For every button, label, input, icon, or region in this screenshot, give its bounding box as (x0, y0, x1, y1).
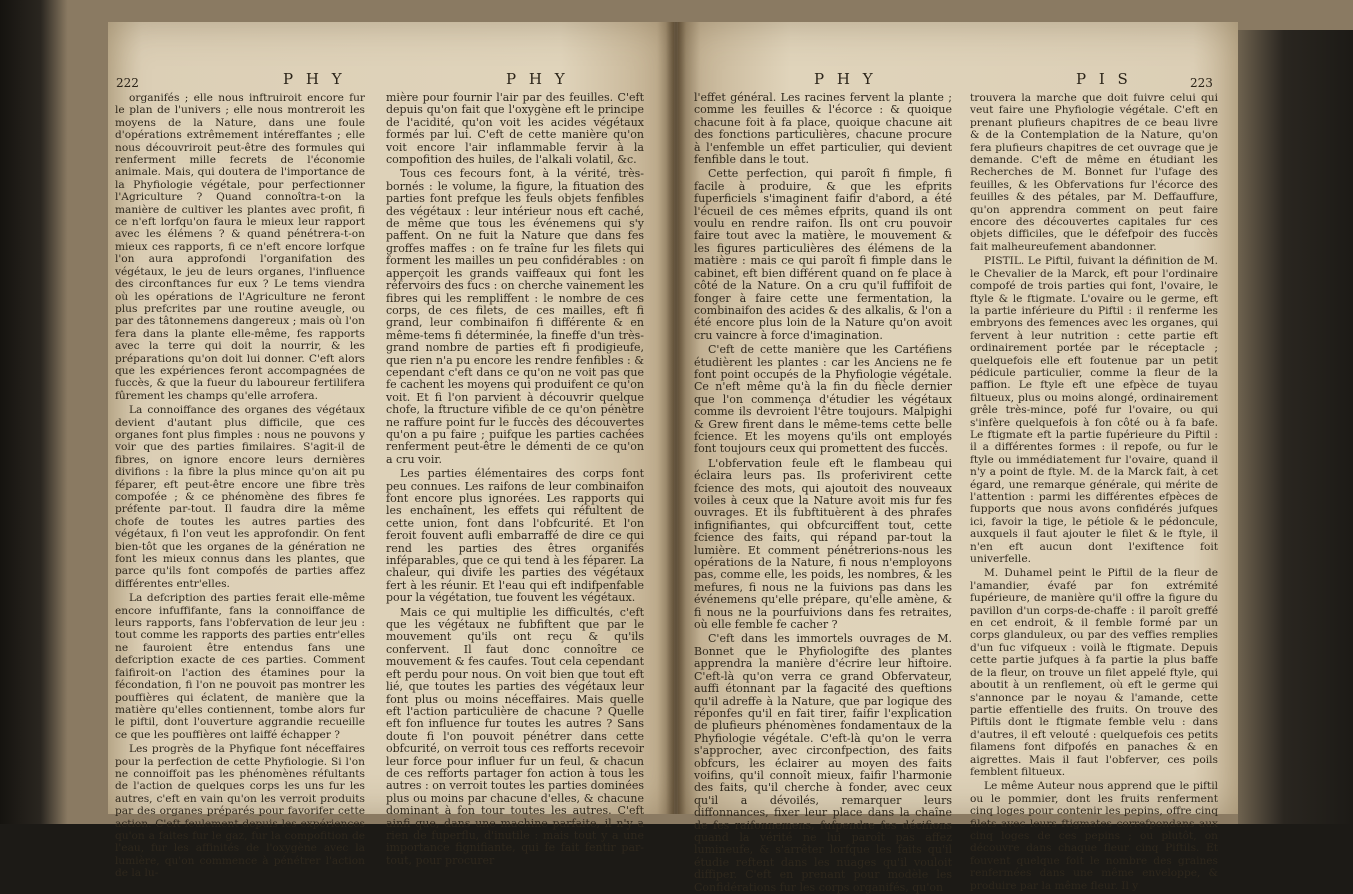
paragraph: trouvera la marche que doit fuivre celui qui veut faire une Phyfiologie végétale. C'eft en prenant plufieurs chapitres de ce beau livre & de la Contemplation de la Nature, qu'on fera plufieurs chapitres de cet ouvrage que je demande. C'eft de même en étudiant les Recherches de M. Bonnet fur l'ufage des feuilles, & les Obfervations fur l'écorce des feuilles & des pétales, par M. Deffauffure, qu'on apprendra comment on peut faire encore des découvertes capitales fur ces objets difficiles, que le défefpoir des fuccès fait malheureufement abandonner. (970, 92, 1218, 253)
paragraph: PISTIL. Le Piftil, fuivant la définition de M. le Chevalier de la Marck, eft pour l'ordinaire compofé de trois parties qui font, l'ovaire, le ftyle & le ftigmate. L'ovaire ou le germe, eft la partie inférieure du Piftil : il renferme les embryons des femences avec les organes, qui fervent à leur nutrition : cette partie eft ordinairement portée par le réceptacle ; quelquefois elle eft foutenue par un petit pédicule particulier, comme la fleur de la paffion. Le ftyle eft une efpèce de tuyau filtueux, plus ou moins alongé, ordinairement grêle très-mince, pofé fur l'ovaire, ou qui s'infère quelquefois à fon côté ou à fa bafe. Le ftigmate eft la partie fupérieure du Piftil : il a différentes formes : il repofe, ou fur le ftyle ou immédiatement fur l'ovaire, quand il n'y a point de ftyle. M. de la Marck fait, à cet égard, une remarque générale, qui mérite de l'attention : parmi les différentes efpèces de fupports que nous avons confidérés jufques ici, favoir la tige, le pétiole & le pédoncule, auxquels il faut ajouter le filet & le ftyle, il n'en eft aucun dont l'exiftence foit univerfelle. (970, 255, 1218, 566)
paragraph: Cette perfection, qui paroît fi fimple, fi facile à produire, & que les efprits fuperficiels s'imaginent faifir d'abord, a été l'écueil de ces mêmes efprits, quand ils ont voulu en rendre raifon. Ils ont cru pouvoir faire tout avec la matière, le mouvement & les figures particulières des élémens de la matière : mais ce qui paroît fi fimple dans le cabinet, eft bien différent quand on fe place à côté de la Nature. On a cru qu'il fuffifoit de fonger à faire cette une fermentation, la combinaifon des acides & des alkalis, & l'on a été encore plus loin de la Nature qu'on avoit cru vaincre à force d'imagination. (694, 167, 952, 342)
text-column-1 (115, 92, 365, 880)
page-number-right: 223 (1190, 76, 1213, 90)
paragraph: L'obfervation feule eft le flambeau qui éclaira leurs pas. Ils proferivirent cette fcience des mots, qui ajoutoit des nouveaux voiles à ceux que la Nature avoit mis fur fes ouvrages. Et ils fubftituèrent à des phrafes infignifiantes, qui obfcurciffent tout, cette fcience des faits, qui répand par-tout la lumière. Et comment pénétrerions-nous les opérations de la Nature, fi nous n'employons pas, comme elle, les poids, les nombres, & les mefures, fi nous ne la fuivions pas dans les événemens qu'elle prépare, qu'elle amène, & fi nous ne la pourfuivions dans fes retraites, où elle femble fe cacher ? (694, 456, 952, 632)
text-column-2 (386, 91, 644, 867)
running-head-left-2: P H Y (506, 70, 569, 88)
book-gutter (666, 22, 686, 814)
running-head-left-1: P H Y (283, 70, 346, 88)
paragraph: Tous ces fecours font, à la vérité, très-bornés : le volume, la figure, la fituation des parties font prefque les feuls objets fenfibles des végétaux : leur intérieur nous eft caché, de même que tous les événemens qui s'y paffent. On ne fuit la Nature que dans fes groffes maffes : on fe traîne fur les filets qui forment les mailles un peu confidérables : on apperçoit les grands vaiffeaux qui font les réfervoirs des fucs : on cherche vainement les fibres qui les rempliffent : le nombre de ces corps, de ces filets, de ces mailles, eft fi grand, leur combinaifon fi différente & en même-tems fi déterminée, la fineffe d'un très-grand nombre de parties eft fi prodigieufe, que rien n'a pu encore les rendre fenfibles : & cependant c'eft dans ce qu'on ne voit pas que fe cachent les moyens qui produifent ce qu'on voit. Et fi l'on parvient à découvrir quelque chofe, la ftructure vifible de ce qu'on pénètre ne raffure point fur le fuccès des découvertes qu'on a pu faire ; puifque les parties cachées renferment peut-être le démenti de ce qu'on a cru voir. (386, 167, 644, 466)
page-number-left: 222 (116, 76, 139, 90)
paragraph: Les progrès de la Phyfique font néceffaires pour la perfection de cette Phyfiologie. Si l'on ne connoiffoit pas les phénomènes réfultants de l'action de quelques corps les uns fur les autres, c'eft en vain qu'on les verroit produits par des organes préparés pour favorifer cette action. C'eft feulement depuis les expériences qu'on a faites fur le gaz, fur la compofition de l'eau, fur les affinités de l'oxygène avec la lumière, qu'on commence à pénétrer l'action de la lu- (115, 743, 365, 880)
text-column-3 (694, 91, 952, 894)
paragraph: Les parties élémentaires des corps font peu connues. Les raifons de leur combinaifon font encore plus ignorées. Les rapports qui les enchaînent, les effets qui réfultent de cette union, font dans l'obfcurité. Et l'on feroit fouvent aufli embarraffé de dire ce qui rend les parties des êtres organifés inféparables, que ce qui tend à les féparer. La chaleur, qui divife les parties des végétaux fert à les réunir. Et l'eau qui eft indifpenfable pour la végétation, tue fouvent les végétaux. (386, 467, 644, 605)
paragraph: Le même Auteur nous apprend que le piftil ou le pommier, dont les fruits renferment cinq loges pour contenir les pepins, offre cinq filets avec leurs ftigmates correfpondans aux cinq loges de ces pepins ; ou plutôt, on découvre dans chaque fleur cinq Piftils. Et fouvent quelque foit le nombre des graines renfermées dans une même enveloppe, & produire par la même fleur. Il y (970, 780, 1218, 892)
paragraph: mière pour fournir l'air par des feuilles. C'eft depuis qu'on fait que l'oxygène eft le principe de l'acidité, qu'on voit les acides végétaux formés par lui. C'eft de cette manière qu'on voit encore l'air inflammable fervir à la compofition des huiles, de l'alkali volatil, &c. (386, 91, 644, 167)
paragraph: Mais ce qui multiplie les difficultés, c'eft que les végétaux ne fubfiftent que par le mouvement qu'ils ont reçu & qu'ils confervent. Il faut donc connoître ce mouvement & fes caufes. Tout cela cependant eft perdu pour nous. On voit bien que tout eft lié, que toutes les parties des végétaux leur font plus ou moins néceffaires. Mais quelle eft l'action particulière de chacune ? Quelle eft fon influence fur toutes les autres ? Sans doute fi l'on pouvoit pénétrer dans cette obfcurité, on verroit tous ces refforts recevoir leur force pour influer fur un feul, & chacun de ces refforts partager fon action à tous les autres : on verroit toutes les parties dominées plus ou moins par chacune d'elles, & chacune dominant à fon tour toutes les autres. C'eft ainfi que, dans une machine parfaite, il n'y a rien de fuperflu, d'inutile : mais tout y a une importance fignifiante, qui fe fait fentir par-tout, pour procurer (386, 605, 644, 867)
paragraph: l'effet général. Les racines fervent la plante ; comme les feuilles & l'écorce : & quoique chacune foit à fa place, quoique chacune ait des fonctions particulières, chacune procure à l'enfemble un effet particulier, qui devient fenfible dans le tout. (694, 91, 952, 167)
paragraph: La defcription des parties ferait elle-même encore infuffifante, fans la connoiffance de leurs rapports, fans l'obfervation de leur jeu : tout comme les rapports des parties entr'elles ne fauroient être entendus fans une defcription exacte de ces parties. Comment faifiroit-on l'action des étamines pour la fécondation, fi l'on ne pouvoit pas montrer les pouffières qui éclatent, de manière que la matière qu'elles contiennent, tombe alors fur le piftil, dont l'ouverture aggrandie recueille ce que les pouffières ont laiffé échapper ? (115, 592, 365, 741)
paragraph: C'eft dans les immortels ouvrages de M. Bonnet que le Phyfiologifte des plantes apprendra la manière d'écrire leur hiftoire. C'eft-là qu'on verra ce grand Obfervateur, auffi étonnant par la fagacité des queftions qu'il adreffe à la Nature, que par logique des réponfes qu'il en fait tirer, faifir l'explication de plufieurs phénomènes fondamentaux de la Phyfiologie végétale. C'eft-là qu'on le verra s'approcher, avec circonfpection, des faits obfcurs, les éclairer au moyen des faits voifins, qu'il connoît mieux, faifir l'harmonie des faits, qu'il cherche à fonder, avec ceux qu'il a dévoilés, remarquer leurs diffonnances, fixer leur place dans la chaîne de fes raifonnemens, fufpendre fes décifions quand la vérité ne lui paroît pas affez lumineufe, & s'arrêter lorfque les faits qu'il étudie reftent dans les nuages qu'il vouloit diffiper. C'eft en prenant pour modèle les Confidérations fur les corps organifés, qu'on (694, 632, 952, 894)
background-edge (1238, 30, 1353, 824)
running-head-right-2: P I S (1076, 70, 1132, 88)
paragraph: organifés ; elle nous inftruiroit encore fur le plan de l'univers ; elle nous montreroit les moyens de la Nature, dans une foule d'opérations extrêmement intéreffantes ; elle nous découvriroit peut-être des formules qui renferment mille fecrets de l'économie animale. Mais, qui doutera de l'importance de la Phyfiologie végétale, pour perfectionner l'Agriculture ? Quand connoîtra-t-on la manière de cultiver les plantes avec profit, fi ce n'eft lorfqu'on faura le mieux leur rapport avec les élémens ? & quand pénétrera-t-on mieux ces rapports, fi ce n'eft encore lorfque l'on aura approfondi l'organifation des végétaux, le jeu de leurs organes, l'influence des circonftances fur eux ? Le tems viendra où les opérations de l'Agriculture ne feront plus prefcrites par une routine aveugle, ou par des tâtonnemens dangereux ; mais où l'on fera dans la plante elle-même, fes rapports avec la terre qui doit la nourrir, & les préparations qu'on doit lui donner. C'eft alors que les expériences feront accompagnées de fuccès, & que la fueur du laboureur fertilifera fûrement les champs qu'elle arrofera. (115, 92, 365, 402)
running-head-right-1: P H Y (814, 70, 877, 88)
paragraph: M. Duhamel peint le Piftil de la fleur de l'amandier, évafé par fon extrémité fupérieure, de manière qu'il offre la figure du pavillon d'un corps-de-chaffe : il paroît greffé en cet endroit, & il femble formé par un corps glanduleux, ou par des veffies remplies d'un fuc vifqueux : voilà le ftigmate. Depuis cette partie jufques à fa partie la plus baffe de la fleur, on trouve un filet appelé ftyle, qui aboutit à un renflement, où eft le germe qui s'annonce par le noyau & l'amande, cette partie effentielle des fruits. On trouve des Piftils dont le ftigmate femble velu : dans d'autres, il eft velouté : quelquefois ces petits filamens font difpofés en panaches & en aigrettes. Mais il faut l'obferver, ces poils femblent filtueux. (970, 567, 1218, 778)
text-column-4 (970, 92, 1218, 892)
paragraph: C'eft de cette manière que les Cartéfiens étudièrent les plantes : car les Anciens ne fe font point occupés de la Phyfiologie végétale. Ce n'eft même qu'à la fin du fiècle dernier que l'on commença d'étudier les végétaux comme ils devroient l'être toujours. Malpighi & Grew firent dans le même-tems cette belle fcience. Et les moyens qu'ils ont employés font toujours ceux qui promettent des fuccès. (694, 343, 952, 456)
paragraph: La connoiffance des organes des végétaux devient d'autant plus difficile, que ces organes font plus fimples : nous ne pouvons y voir que des parties fimilaires. S'agit-il de fibres, on ignore encore leurs dernières divifions : la fibre la plus mince qu'on ait pu féparer, eft peut-être encore une fibre très compofée ; & ce phénomène des fibres fe préfente par-tout. Il faudra dire la même chofe de toutes les autres parties des végétaux, fi l'on veut les approfondir. On fent bien-tôt que les organes de la génération ne font les mieux connus dans les plantes, que parce qu'ils font compofés de parties affez différentes entr'elles. (115, 404, 365, 590)
